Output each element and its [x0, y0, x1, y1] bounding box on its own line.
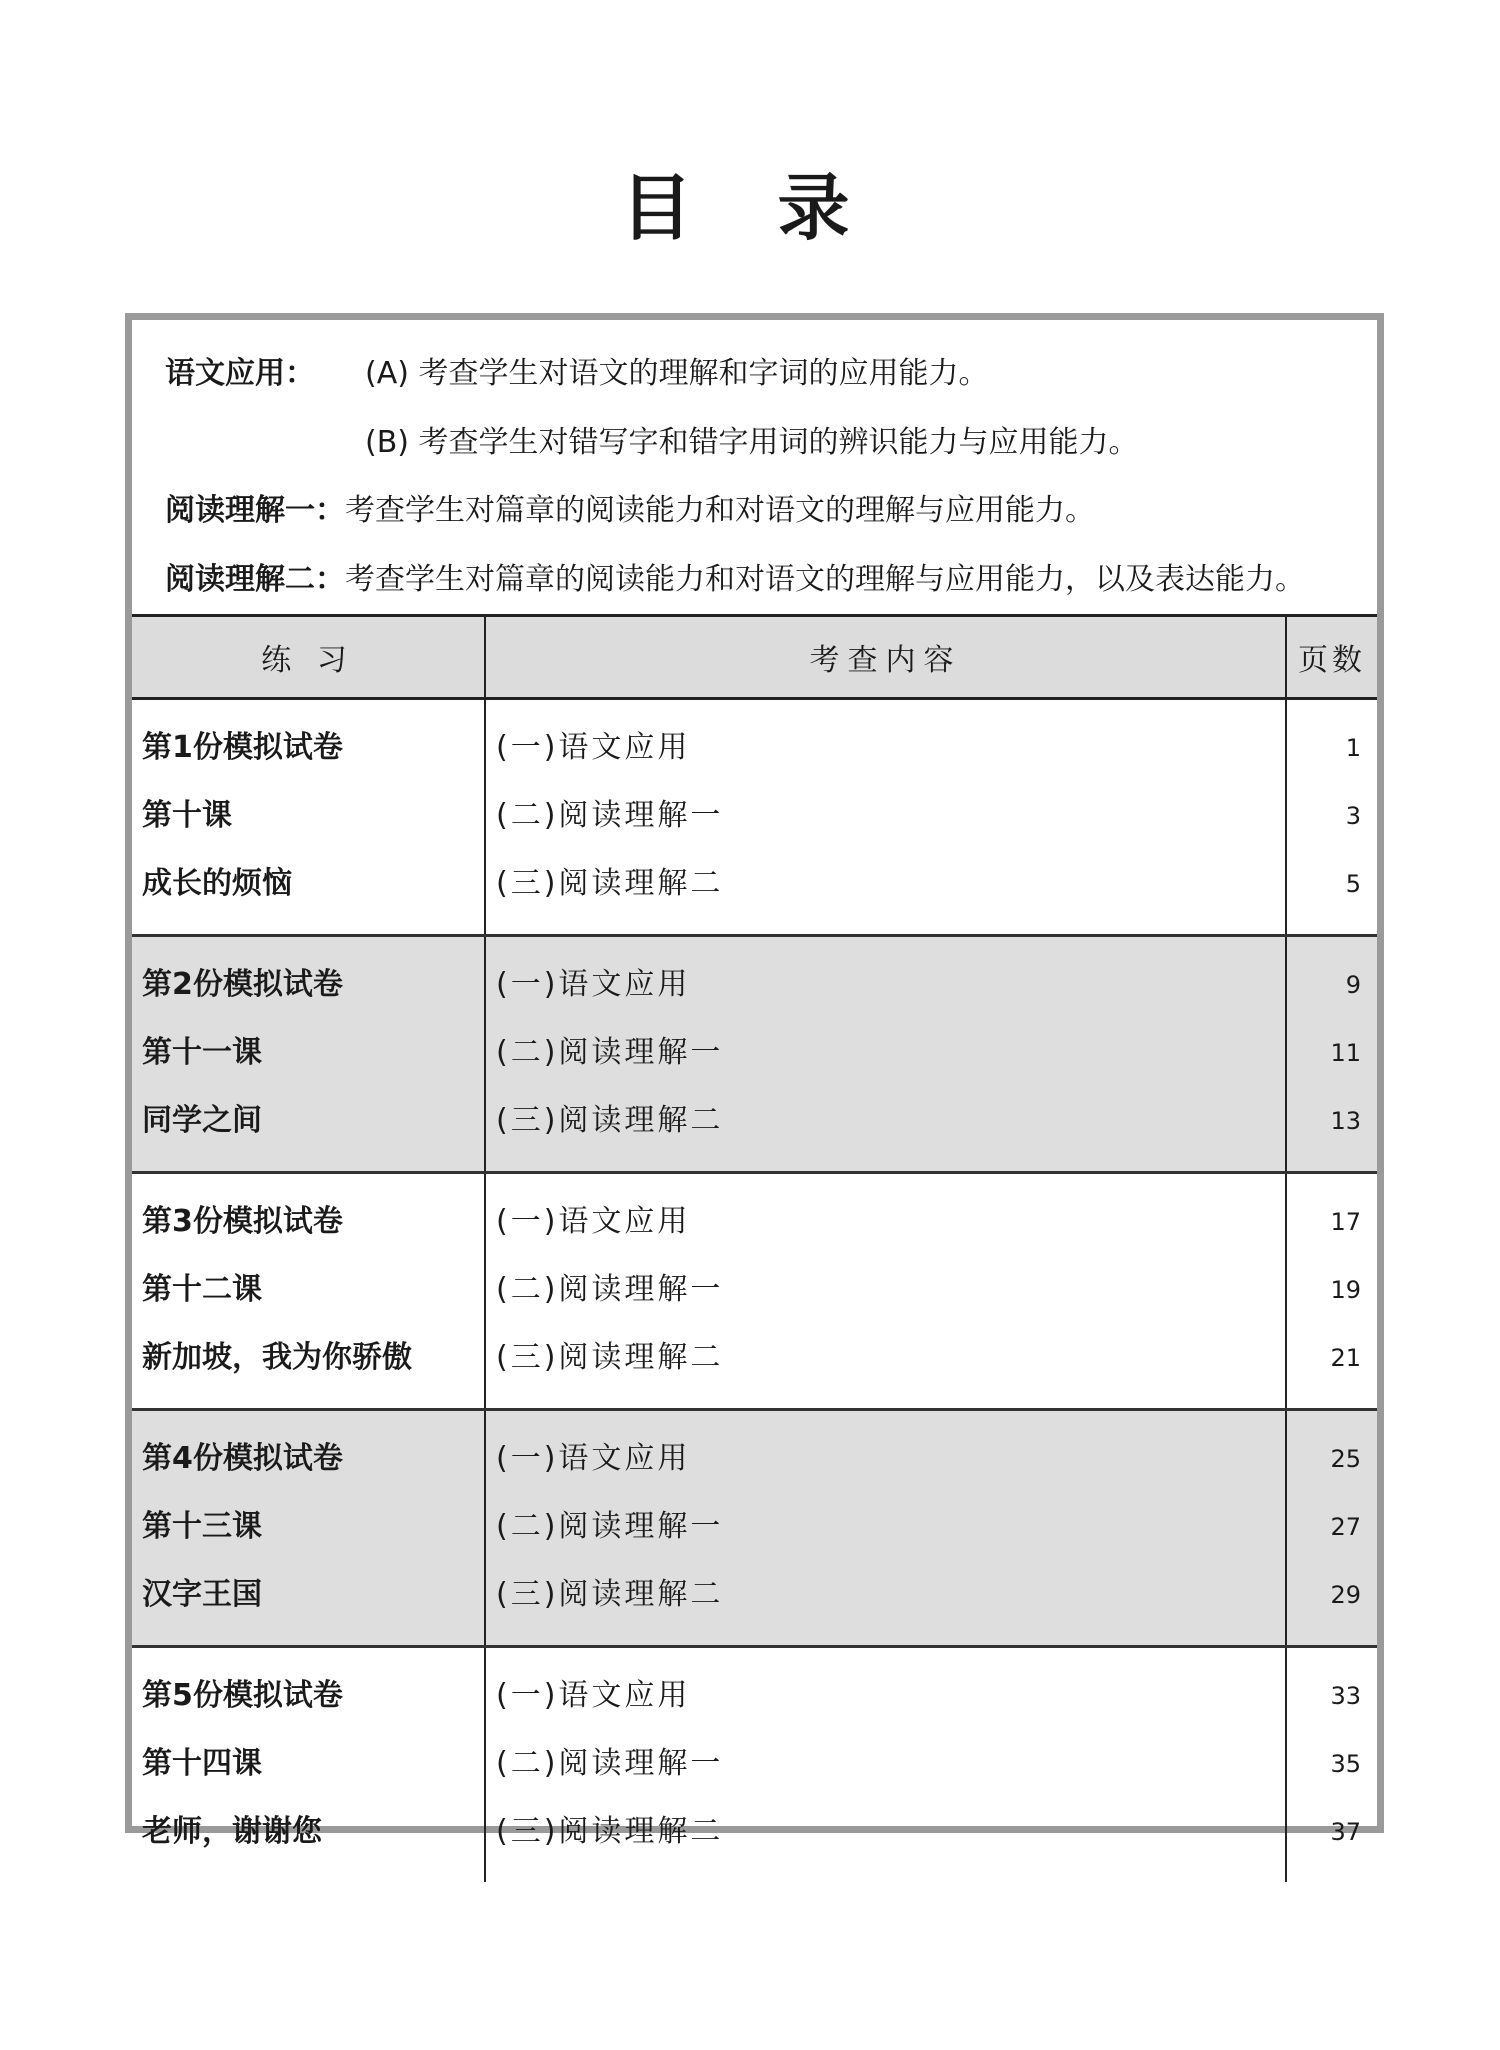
intro-line [165, 485, 1095, 529]
exercise-label: 第4份模拟试卷 [142, 1441, 343, 1476]
exercise-label: 同学之间 [142, 1103, 262, 1138]
cell-exercise [132, 1410, 485, 1647]
content-item: (三)阅读理解二 [496, 1103, 724, 1138]
page-number: 29 [1330, 1581, 1361, 1609]
cell-content [485, 1647, 1286, 1883]
intro-text: 考查学生对篇章的阅读能力和对语文的理解与应用能力。 [345, 493, 1095, 528]
exercise-label: 第5份模拟试卷 [142, 1678, 343, 1713]
page-number: 33 [1330, 1682, 1361, 1710]
content-item: (一)语文应用 [496, 1441, 691, 1476]
exercise-label: 第十一课 [142, 1035, 262, 1070]
exercise-label: 第2份模拟试卷 [142, 967, 343, 1002]
page-title: 目 录 [620, 166, 880, 250]
exercise-label: 汉字王国 [142, 1577, 262, 1612]
page-number: 13 [1330, 1107, 1361, 1135]
page-number: 27 [1330, 1513, 1361, 1541]
toc-box [125, 313, 1384, 1849]
cell-content [485, 1173, 1286, 1410]
exercise-label: 新加坡，我为你骄傲 [142, 1340, 412, 1375]
content-item: (二)阅读理解一 [496, 1509, 724, 1544]
table-row-group [132, 936, 1377, 1173]
page-number: 5 [1345, 870, 1361, 898]
page-number: 19 [1330, 1276, 1361, 1304]
table-row-group [132, 1173, 1377, 1410]
cell-exercise [132, 699, 485, 936]
intro-line [165, 554, 1305, 598]
page-number: 21 [1330, 1344, 1361, 1372]
table-row-group [132, 699, 1377, 936]
cell-content [485, 699, 1286, 936]
intro-text: (B) 考查学生对错写字和错字用词的辨识能力与应用能力。 [365, 425, 1139, 460]
cell-pages [1286, 936, 1377, 1173]
content-item: (一)语文应用 [496, 1204, 691, 1239]
content-item: (三)阅读理解二 [496, 1577, 724, 1612]
page-number: 3 [1345, 802, 1361, 830]
exercise-label: 成长的烦恼 [142, 866, 292, 901]
cell-exercise [132, 1173, 485, 1410]
intro-line [165, 417, 1139, 461]
content-item: (二)阅读理解一 [496, 1746, 724, 1781]
toc-table [132, 614, 1377, 1882]
cell-exercise [132, 1647, 485, 1883]
page-number: 1 [1345, 734, 1361, 762]
content-item: (二)阅读理解一 [496, 1272, 724, 1307]
page-number: 17 [1330, 1208, 1361, 1236]
intro-text: (A) 考查学生对语文的理解和字词的应用能力。 [365, 356, 989, 391]
cell-pages [1286, 1410, 1377, 1647]
content-item: (三)阅读理解二 [496, 1814, 724, 1849]
content-item: (一)语文应用 [496, 1678, 691, 1713]
exercise-label: 第十课 [142, 798, 232, 833]
exercise-label: 第十三课 [142, 1509, 262, 1544]
table-row-group [132, 1410, 1377, 1647]
cell-pages [1286, 699, 1377, 936]
content-item: (二)阅读理解一 [496, 1035, 724, 1070]
cell-pages [1286, 1647, 1377, 1883]
intro-label: 阅读理解二： [165, 562, 345, 597]
cell-pages [1286, 1173, 1377, 1410]
exercise-label: 第十二课 [142, 1272, 262, 1307]
exercise-label: 第3份模拟试卷 [142, 1204, 343, 1239]
exercise-label: 第十四课 [142, 1746, 262, 1781]
exercise-label: 第1份模拟试卷 [142, 730, 343, 765]
cell-exercise [132, 936, 485, 1173]
page-number: 9 [1345, 971, 1361, 999]
content-item: (二)阅读理解一 [496, 798, 724, 833]
intro-label: 阅读理解一： [165, 493, 345, 528]
header-exercise: 练 习 [132, 616, 485, 699]
content-item: (三)阅读理解二 [496, 866, 724, 901]
exercise-label: 老师，谢谢您 [142, 1814, 322, 1849]
table-row-group [132, 1647, 1377, 1883]
page-number: 37 [1330, 1818, 1361, 1846]
content-item: (一)语文应用 [496, 967, 691, 1002]
intro-line [165, 348, 988, 392]
content-item: (三)阅读理解二 [496, 1340, 724, 1375]
page-number: 11 [1330, 1039, 1361, 1067]
cell-content [485, 936, 1286, 1173]
cell-content [485, 1410, 1286, 1647]
page-number: 25 [1330, 1445, 1361, 1473]
header-pages: 页数 [1286, 616, 1377, 699]
header-content: 考查内容 [485, 616, 1286, 699]
intro-label: 语文应用： [165, 356, 315, 391]
intro-section [132, 320, 1377, 614]
page-number: 35 [1330, 1750, 1361, 1778]
intro-text: 考查学生对篇章的阅读能力和对语文的理解与应用能力，以及表达能力。 [345, 562, 1305, 597]
content-item: (一)语文应用 [496, 730, 691, 765]
table-header-row [132, 616, 1377, 699]
